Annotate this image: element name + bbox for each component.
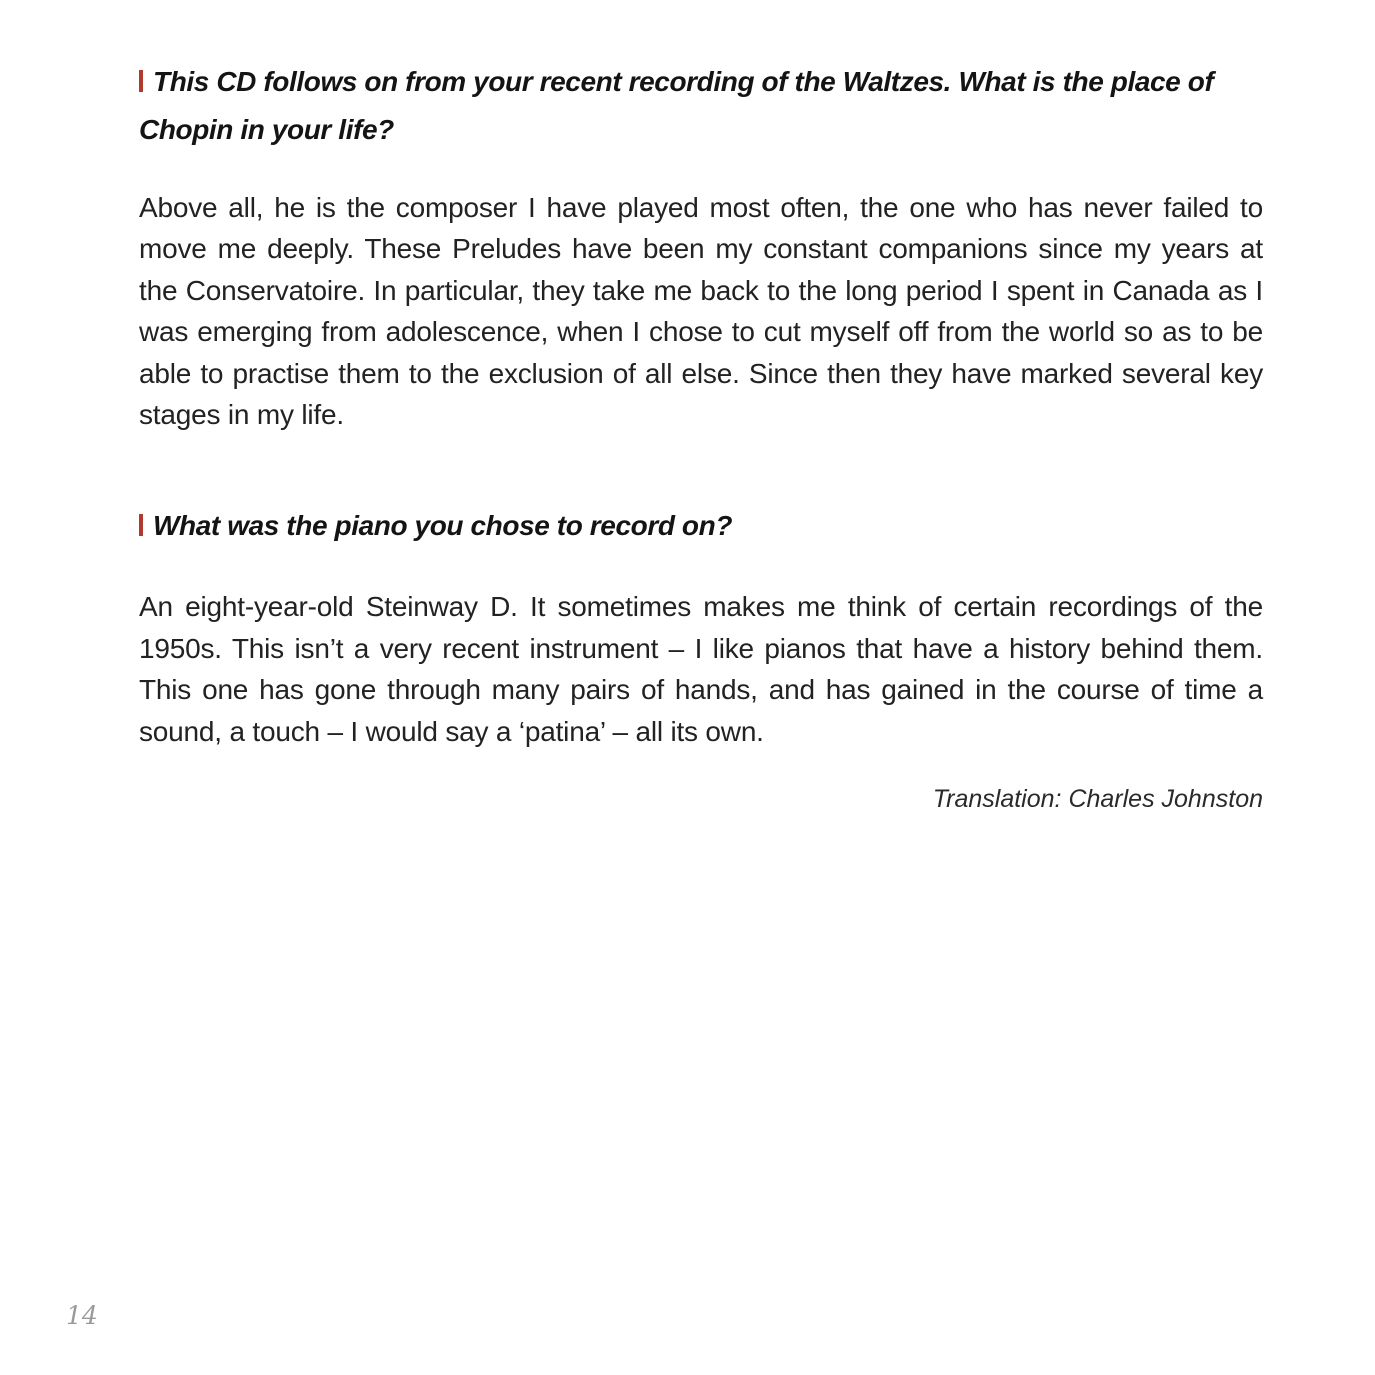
question-2-text: What was the piano you chose to record on?	[153, 510, 733, 542]
page-number: 14	[66, 1301, 98, 1330]
answer-1: Above all, he is the composer I have played most often, the one who has never failed to move me deeply. These Preludes have been my constant companions since my years at the Conservatoire. In particular, they take me back to the long period I spent in Canada as I was emerging from adolescence, when I chose to cut myself off from the world so as to be able to practise them to the exclusion of all else. Since then they have marked several key stages in my life.	[139, 192, 1263, 431]
translation-credit: Translation: Charles Johnston	[932, 785, 1263, 814]
question-marker	[139, 70, 143, 92]
question-2	[139, 502, 1263, 550]
interview-page	[139, 58, 1263, 816]
answer-2: An eight-year-old Steinway D. It sometimes makes me think of certain recordings of the 1950s. This isn’t a very recent instrument – I like pianos that have a history behind them. This one has gone through many pairs of hands, and has gained in the course of time a sound, a touch – I would say a ‘patina’ – all its own.	[139, 591, 1263, 747]
question-1	[139, 58, 1263, 154]
question-1-text: This CD follows on from your recent recording of the Waltzes. What is the place of Chopin in your life?	[139, 66, 1214, 145]
question-marker	[139, 514, 143, 536]
